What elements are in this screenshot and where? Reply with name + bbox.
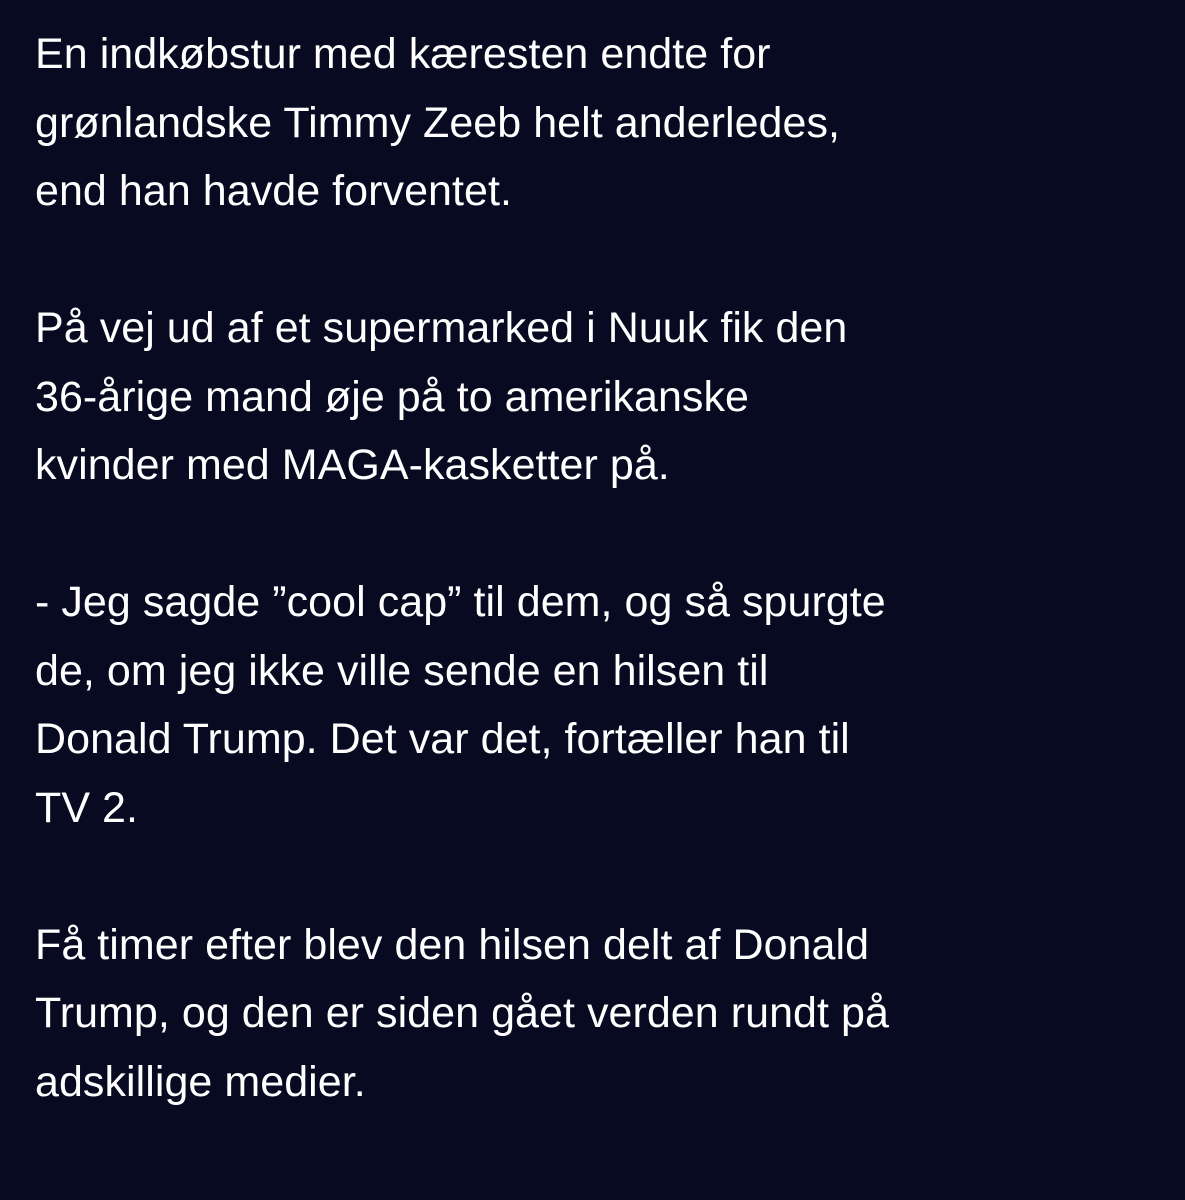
paragraph-quote: - Jeg sagde ”cool cap” til dem, og så spurgte de, om jeg ikke ville sende en hilsen til Donald Trump. Det var det, fortæller han til TV 2.: [35, 578, 886, 832]
paragraph-intro: En indkøbstur med kæresten endte for grønlandske Timmy Zeeb helt anderledes, end han havde forventet.: [35, 30, 841, 215]
paragraph-supermarket: På vej ud af et supermarked i Nuuk fik den 36-årige mand øje på to amerikanske kvinder med MAGA-kasketter på.: [35, 304, 848, 489]
paragraph-shared: Få timer efter blev den hilsen delt af Donald Trump, og den er siden gået verden rundt på adskillige medier.: [35, 920, 889, 1106]
